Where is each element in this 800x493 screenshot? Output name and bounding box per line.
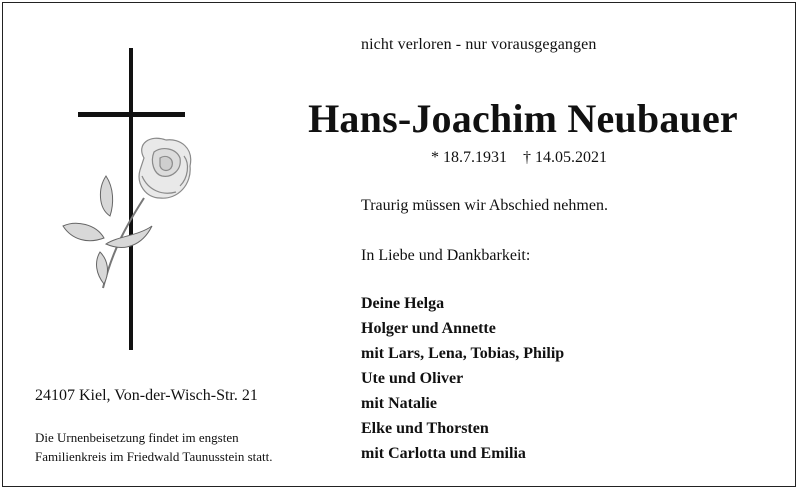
urn-burial-note (35, 428, 355, 466)
address: 24107 Kiel, Von-der-Wisch-Str. 21 (35, 387, 258, 404)
rose-leaf (63, 223, 104, 240)
birth-date: * 18.7.1931 (431, 149, 507, 166)
gratitude-line: In Liebe und Dankbarkeit: (361, 247, 531, 264)
mourner-name: mit Natalie (361, 395, 437, 412)
urn-note-line: Die Urnenbeisetzung findet im engsten (35, 430, 239, 445)
cross-vertical-bar (129, 48, 133, 350)
cross-and-rose-emblem (58, 48, 193, 353)
farewell-line: Traurig müssen wir Abschied nehmen. (361, 197, 608, 214)
mourner-name: Deine Helga (361, 295, 445, 312)
rose-leaf (100, 176, 112, 216)
mourner-name: Ute und Oliver (361, 370, 464, 387)
mourner-name: Holger und Annette (361, 320, 496, 337)
motto: nicht verloren - nur vorausgegangen (361, 36, 597, 53)
mourner-name: mit Lars, Lena, Tobias, Philip (361, 345, 565, 362)
rose-leaf (97, 252, 108, 284)
urn-note-line: Familienkreis im Friedwald Taunusstein statt. (35, 449, 273, 464)
rose-bloom (139, 138, 191, 198)
deceased-name: Hans-Joachim Neubauer (308, 96, 738, 141)
life-dates (431, 149, 607, 167)
mourner-name: Elke und Thorsten (361, 420, 489, 437)
mourners-list (361, 291, 564, 466)
death-date: † 14.05.2021 (523, 149, 607, 166)
obituary-notice (2, 2, 796, 487)
mourner-name: mit Carlotta und Emilia (361, 445, 526, 462)
